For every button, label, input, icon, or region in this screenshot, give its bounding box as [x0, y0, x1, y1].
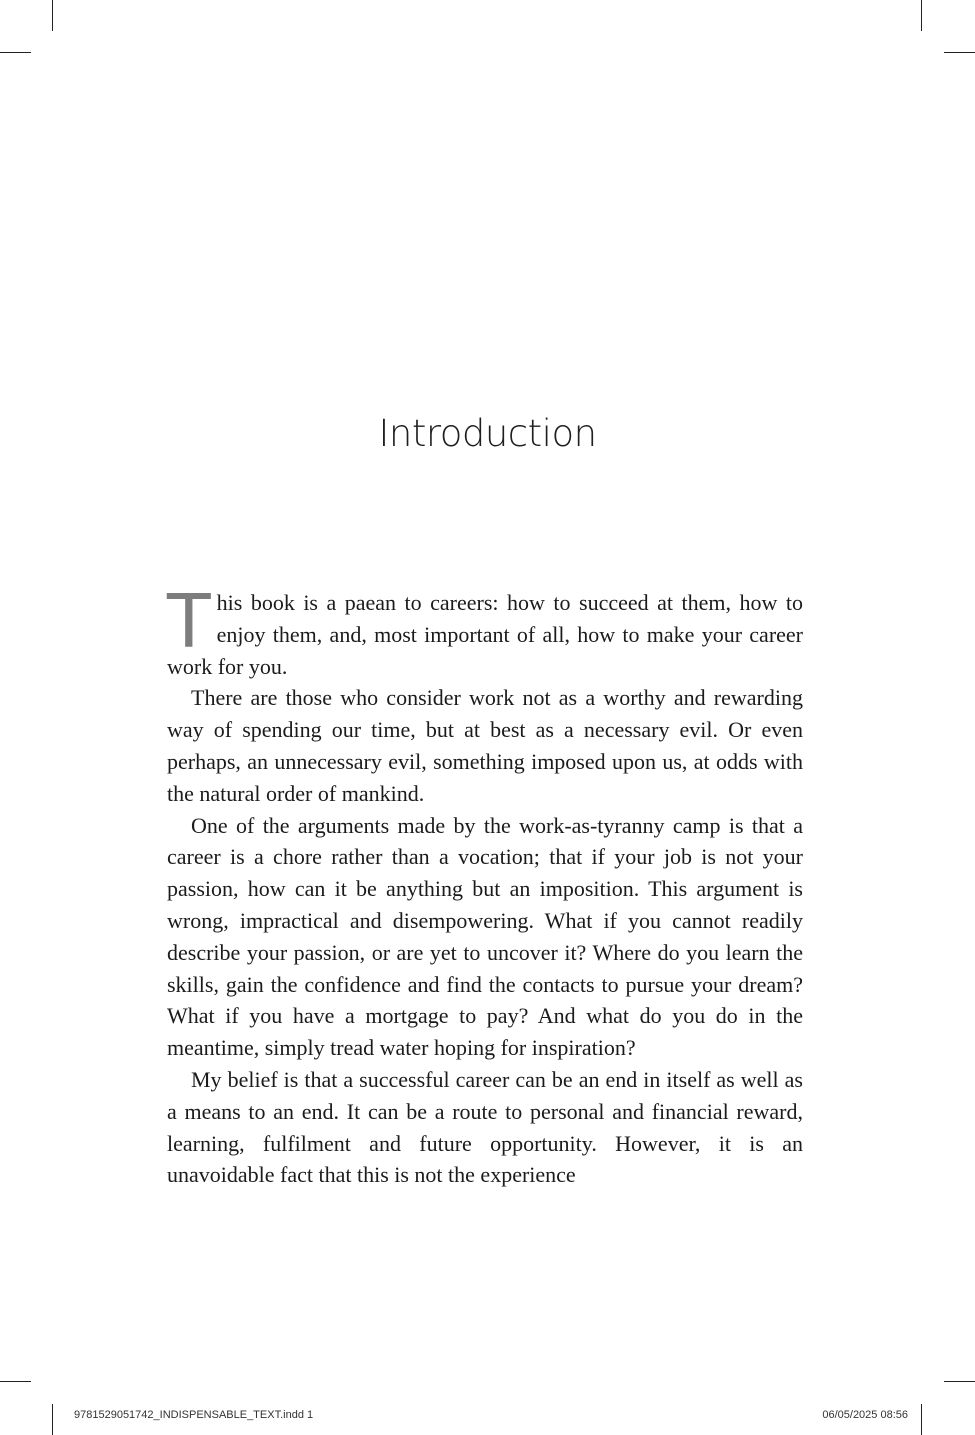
crop-mark-bottom-left-horizontal: [0, 1381, 31, 1382]
chapter-title: Introduction: [378, 412, 597, 455]
crop-mark-bottom-right-horizontal: [944, 1381, 975, 1382]
intro-paragraph-1-text: his book is a paean to careers: how to succeed at them, how to enjoy them, and, most important of all, how to make your career work for you.: [167, 590, 803, 679]
crop-mark-bottom-left-vertical: [52, 1404, 53, 1435]
slug-date-time: 06/05/2025 08:56: [822, 1409, 908, 1421]
intro-paragraph-3: One of the arguments made by the work-as-tyranny camp is that a career is a chore rather than a vocation; that if your job is not your passion, how can it be anything but an imposition. This argument is wrong, impractical and disempowering. What if you cannot readily describe your passion, or are yet to uncover it? Where do you learn the skills, gain the confidence and find the contacts to pursue your dream? What if you have a mortgage to pay? And what do you do in the meantime, simply tread water hoping for inspiration?: [167, 812, 803, 1061]
intro-paragraph-2: There are those who consider work not as a worthy and rewarding way of spending our time, but at best as a necessary evil. Or even perhaps, an unnecessary evil, something imposed upon us, at odds with the natural order of mankind.: [167, 685, 803, 806]
intro-paragraph-4: My belief is that a successful career can be an end in itself as well as a means to an end. It can be a route to personal and financial reward, learning, fulfilment and future opportunity. However, it is an unavoidable fact that this is not the experience: [167, 1066, 803, 1188]
intro-body: [165, 576, 803, 1191]
crop-mark-top-left-vertical: [52, 0, 53, 31]
crop-mark-top-left-horizontal: [0, 52, 31, 53]
intro-paragraph-1: [165, 576, 803, 682]
crop-mark-top-right-vertical: [921, 0, 922, 31]
slug-file-info: 9781529051742_INDISPENSABLE_TEXT.indd 1: [74, 1409, 314, 1421]
crop-mark-bottom-right-vertical: [921, 1404, 922, 1435]
crop-mark-top-right-horizontal: [944, 52, 975, 53]
drop-cap: T: [165, 576, 213, 664]
